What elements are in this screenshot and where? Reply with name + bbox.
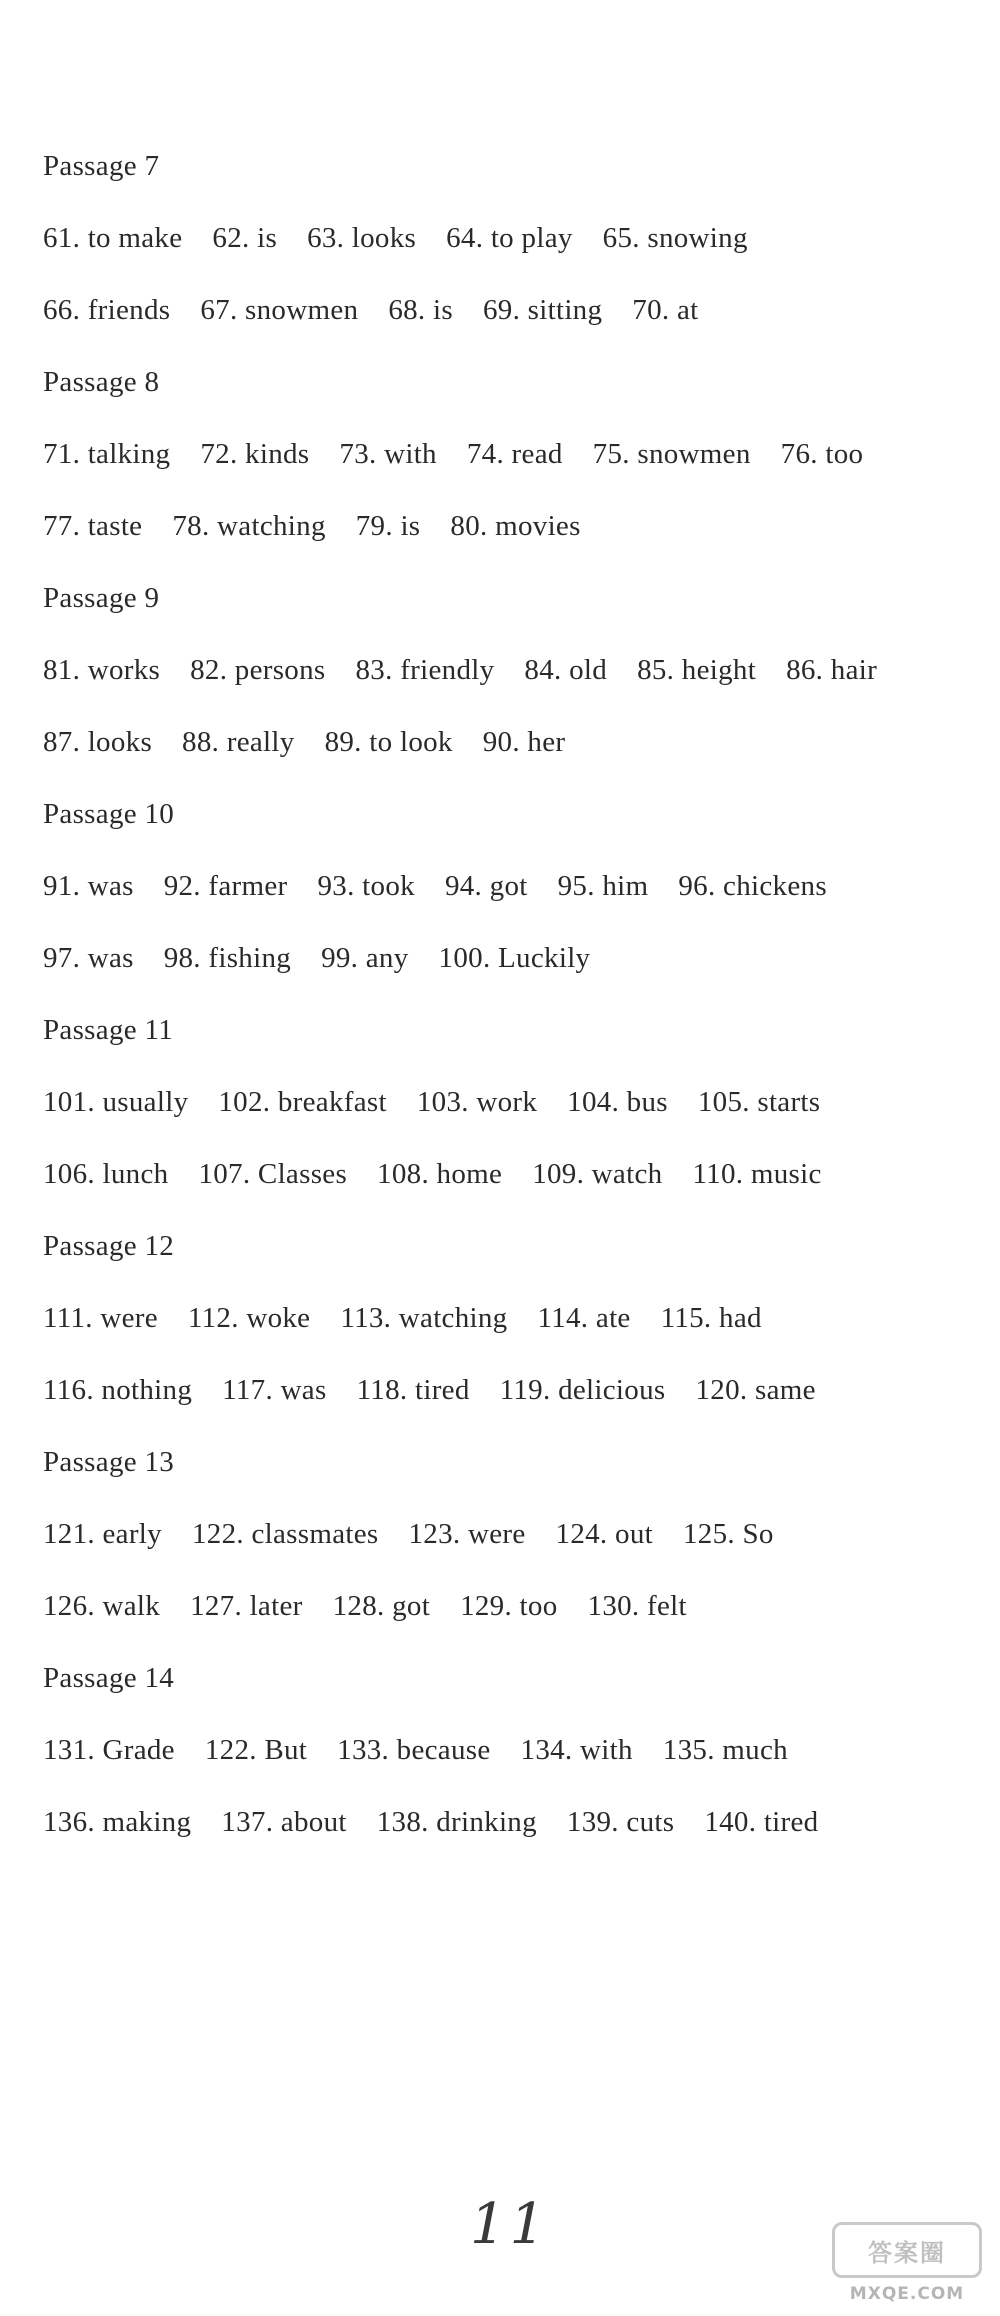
answer-item: 128. got (332, 1590, 431, 1622)
answer-item: 91. was (43, 870, 134, 902)
page-number: 11 (470, 2192, 550, 2257)
answer-item: 62. is (212, 222, 278, 254)
passage-title: Passage 14 (43, 1662, 175, 1694)
answer-item: 63. looks (307, 222, 417, 254)
answer-item: 129. too (460, 1590, 558, 1622)
answer-row (43, 862, 983, 934)
answer-item: 75. snowmen (592, 438, 751, 470)
answer-item: 70. at (632, 294, 699, 326)
watermark (832, 2222, 982, 2302)
answer-item: 80. movies (450, 510, 581, 542)
watermark-url: MXQE.COM (849, 2284, 965, 2304)
answer-item: 85. height (637, 654, 757, 686)
answer-item: 118. tired (356, 1374, 470, 1406)
answer-item: 122. But (204, 1734, 308, 1766)
answer-item: 67. snowmen (200, 294, 359, 326)
answer-item: 123. were (408, 1518, 526, 1550)
answer-item: 92. farmer (163, 870, 288, 902)
passage-title: Passage 8 (43, 366, 160, 398)
answer-item: 117. was (222, 1374, 327, 1406)
answer-item: 65. snowing (602, 222, 748, 254)
passage-title: Passage 13 (43, 1446, 175, 1478)
answer-item: 94. got (444, 870, 528, 902)
answer-row (43, 646, 983, 718)
answer-item: 101. usually (43, 1086, 189, 1118)
answer-item: 87. looks (43, 726, 153, 758)
answer-item: 90. her (482, 726, 566, 758)
answer-row (43, 214, 983, 286)
answer-item: 136. making (43, 1806, 192, 1838)
answer-item: 83. friendly (355, 654, 495, 686)
passage-title: Passage 7 (43, 150, 160, 182)
answer-item: 115. had (660, 1302, 762, 1334)
answer-item: 61. to make (43, 222, 183, 254)
answer-item: 74. read (466, 438, 563, 470)
answer-row (43, 1510, 983, 1582)
passage-title: Passage 9 (43, 582, 160, 614)
answer-item: 127. later (190, 1590, 303, 1622)
answer-item: 102. breakfast (218, 1086, 387, 1118)
answer-row (43, 1150, 983, 1222)
answer-item: 138. drinking (376, 1806, 537, 1838)
answer-item: 125. So (683, 1518, 774, 1550)
answer-item: 82. persons (190, 654, 326, 686)
answer-row (43, 502, 983, 574)
answer-row (43, 1582, 983, 1654)
answer-item: 78. watching (172, 510, 326, 542)
answer-item: 96. chickens (678, 870, 827, 902)
answer-item: 134. with (520, 1734, 633, 1766)
answer-item: 120. same (695, 1374, 816, 1406)
answer-item: 140. tired (704, 1806, 819, 1838)
answer-item: 124. out (555, 1518, 653, 1550)
answer-item: 104. bus (567, 1086, 668, 1118)
answer-item: 103. work (416, 1086, 538, 1118)
answer-row (43, 286, 983, 358)
answer-item: 109. watch (532, 1158, 663, 1190)
passage-title: Passage 12 (43, 1230, 175, 1262)
answer-item: 89. to look (324, 726, 453, 758)
answer-key (43, 142, 983, 1870)
answer-item: 112. woke (187, 1302, 311, 1334)
answer-row (43, 430, 983, 502)
answer-item: 71. talking (43, 438, 171, 470)
answer-item: 119. delicious (499, 1374, 666, 1406)
answer-item: 81. works (43, 654, 161, 686)
answer-item: 113. watching (340, 1302, 508, 1334)
answer-item: 133. because (337, 1734, 491, 1766)
answer-item: 114. ate (537, 1302, 631, 1334)
answer-item: 108. home (377, 1158, 503, 1190)
answer-row (43, 1294, 983, 1366)
answer-item: 66. friends (43, 294, 171, 326)
answer-item: 107. Classes (198, 1158, 348, 1190)
answer-row (43, 1726, 983, 1798)
answer-item: 130. felt (587, 1590, 687, 1622)
answer-item: 64. to play (446, 222, 573, 254)
passage-title: Passage 10 (43, 798, 175, 830)
answer-row (43, 1078, 983, 1150)
answer-item: 105. starts (697, 1086, 821, 1118)
answer-item: 100. Luckily (438, 942, 591, 974)
answer-item: 116. nothing (43, 1374, 193, 1406)
answer-item: 139. cuts (566, 1806, 675, 1838)
answer-item: 79. is (355, 510, 421, 542)
answer-item: 110. music (692, 1158, 822, 1190)
answer-row (43, 1366, 983, 1438)
answer-item: 77. taste (43, 510, 143, 542)
answer-row (43, 934, 983, 1006)
answer-item: 121. early (43, 1518, 162, 1550)
answer-item: 72. kinds (200, 438, 310, 470)
answer-item: 106. lunch (43, 1158, 169, 1190)
answer-item: 97. was (43, 942, 134, 974)
answer-item: 111. were (43, 1302, 158, 1334)
answer-item: 135. much (662, 1734, 788, 1766)
answer-item: 86. hair (786, 654, 878, 686)
answer-item: 76. too (780, 438, 864, 470)
answer-item: 68. is (388, 294, 453, 326)
answer-item: 99. any (321, 942, 409, 974)
passage-title: Passage 11 (43, 1014, 173, 1046)
answer-item: 98. fishing (163, 942, 292, 974)
answer-item: 137. about (221, 1806, 347, 1838)
answer-item: 131. Grade (43, 1734, 175, 1766)
answer-item: 84. old (524, 654, 608, 686)
answer-item: 95. him (557, 870, 649, 902)
answer-item: 93. took (317, 870, 415, 902)
watermark-logo: 答案圈 (832, 2222, 982, 2278)
answer-item: 73. with (339, 438, 437, 470)
answer-item: 126. walk (43, 1590, 161, 1622)
answer-row (43, 718, 983, 790)
answer-item: 122. classmates (191, 1518, 379, 1550)
answer-row (43, 1798, 983, 1870)
answer-item: 88. really (182, 726, 295, 758)
answer-item: 69. sitting (482, 294, 603, 326)
